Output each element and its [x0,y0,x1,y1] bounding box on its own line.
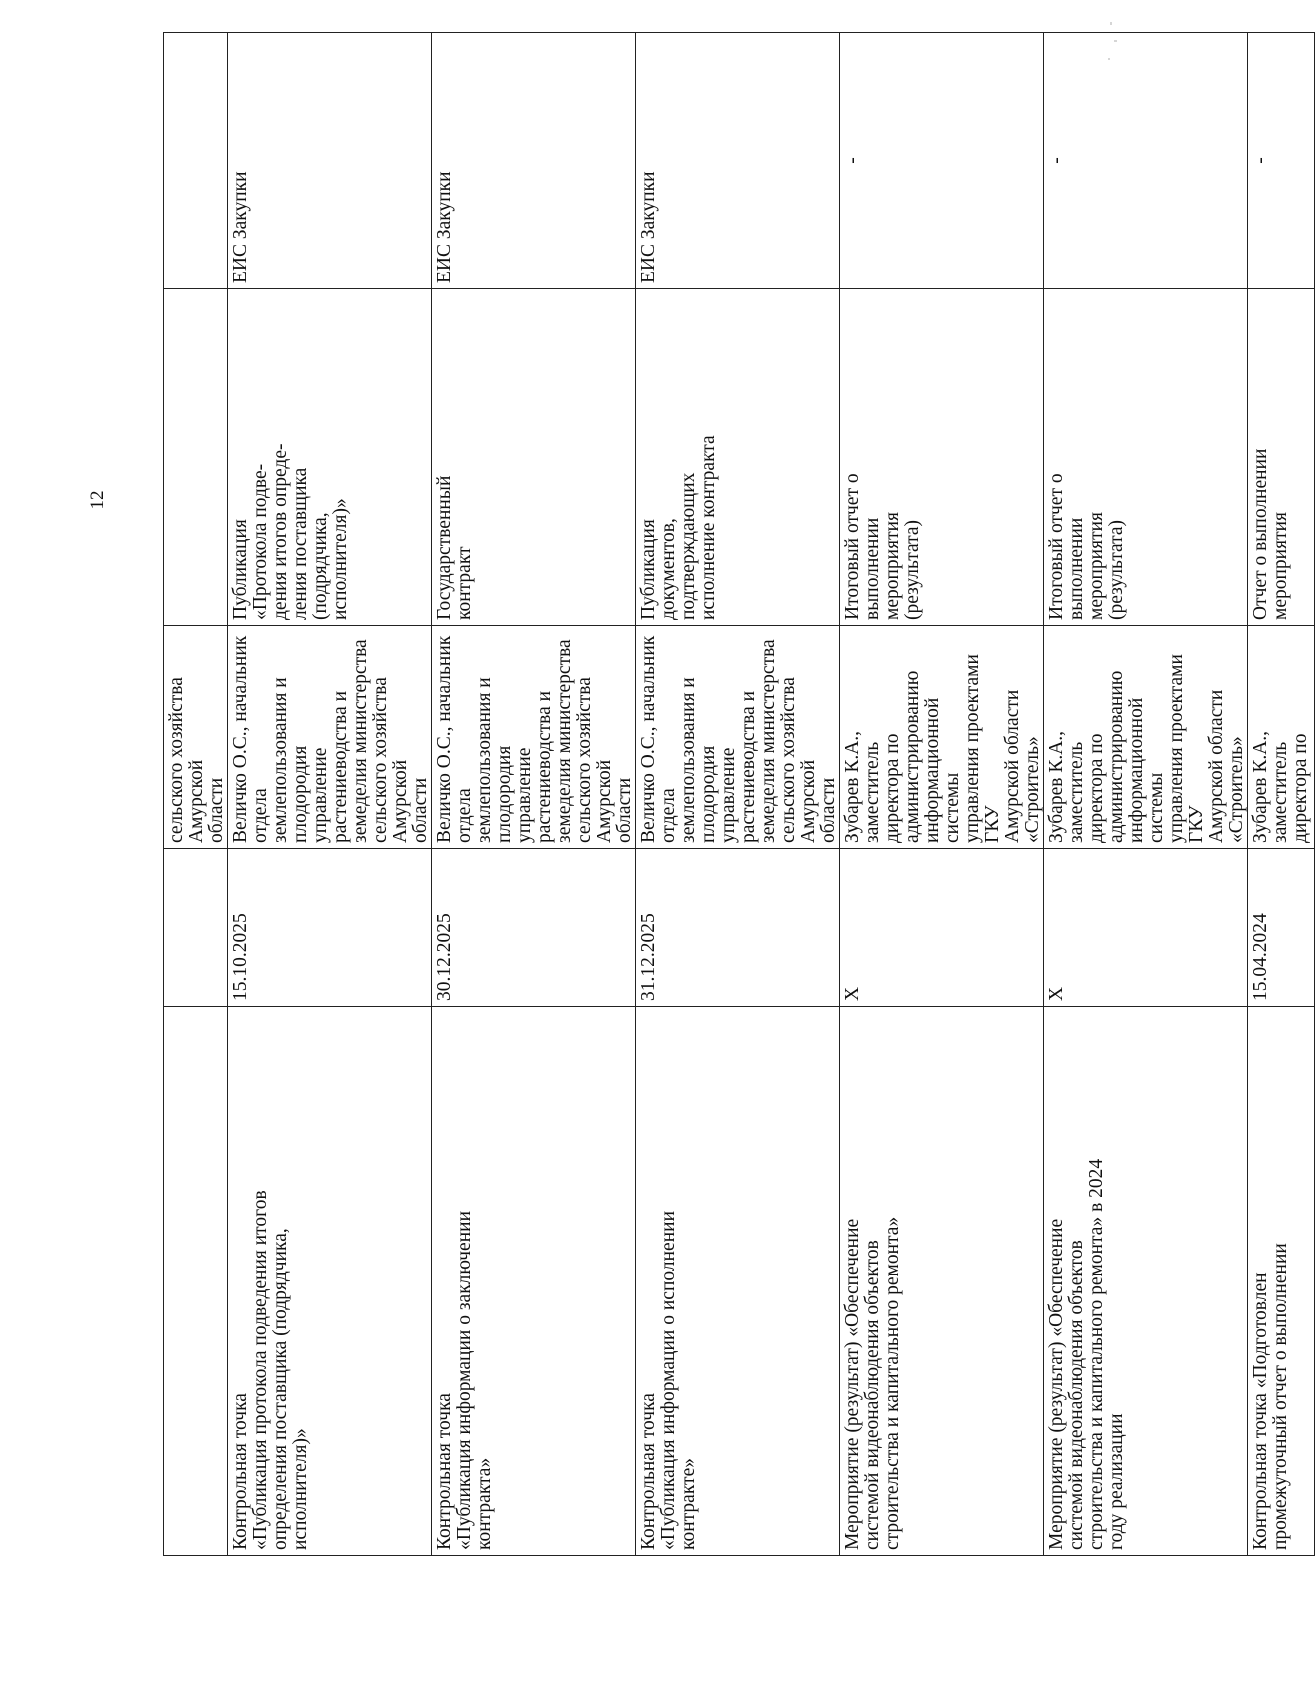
cell-name: Контрольная точка «Подготовлен промежуточный отчет о выполнении [1248,1007,1315,1556]
cell-result: Отчет о выполнении мероприятия [1248,289,1315,626]
cell-result: Публикация документов, подтверждающих исполнение контракта [636,289,840,626]
cell-responsible: Зубарев К.А., заместитель директора по [1248,626,1315,849]
cell-system: ЕИС Закупки [636,33,840,289]
table-row [432,33,636,1556]
table-row [840,33,1044,1556]
cell-name [164,1007,228,1556]
scan-speck [1108,58,1110,60]
schedule-table-frame [163,88,1311,1556]
cell-date: 15.04.2024 [1248,849,1315,1007]
cell-responsible: Зубарев К.А., заместитель директора по администрированию информационной системы управления проектами ГКУ Амурской области «Строитель» [840,626,1044,849]
cell-name: Контрольная точка «Публикация информации о исполнении контракте» [636,1007,840,1556]
cell-name: Мероприятие (результат) «Обеспечение системой видеонаблюдения объектов строительства и капитального ремонта» в 2024 году реализации [1044,1007,1248,1556]
cell-system: - [1044,33,1248,289]
schedule-table [163,32,1315,1556]
cell-system: - [1248,33,1315,289]
cell-responsible: Величко О.С., начальник отдела землепользования и плодородия управление растениеводства и земеделия министерства сельского хозяйства Амурской области [636,626,840,849]
cell-name: Мероприятие (результат) «Обеспечение системой видеонаблюдения объектов строительства и капитального ремонта» [840,1007,1044,1556]
cell-system: ЕИС Закупки [432,33,636,289]
cell-result: Итоговый отчет о выполнении мероприятия (результата) [1044,289,1248,626]
cell-result: Публикация «Протокола подве- дения итогов опреде- ления поставщика (подрядчика, исполнителя)» [228,289,432,626]
cell-name: Контрольная точка «Публикация информации о заключении контракта» [432,1007,636,1556]
cell-system: - [840,33,1044,289]
cell-date: 15.10.2025 [228,849,432,1007]
table-row [1248,33,1315,1556]
cell-date: Х [840,849,1044,1007]
cell-system: ЕИС Закупки [228,33,432,289]
cell-responsible: Величко О.С., начальник отдела землепользования и плодородия управление растениеводства и земеделия министерства сельского хозяйства Амурской области [228,626,432,849]
cell-responsible: сельского хозяйства Амурской области [164,626,228,849]
cell-date: Х [1044,849,1248,1007]
cell-system [164,33,228,289]
cell-result [164,289,228,626]
cell-date: 31.12.2025 [636,849,840,1007]
table-row [636,33,840,1556]
table-row [228,33,432,1556]
cell-result: Государственный контракт [432,289,636,626]
scan-speck [1110,22,1112,25]
cell-date [164,849,228,1007]
page-number: 12 [87,490,108,510]
table-row [1044,33,1248,1556]
cell-responsible: Величко О.С., начальник отдела землепользования и плодородия управление растениеводства и земеделия министерства сельского хозяйства Амурской области [432,626,636,849]
cell-date: 30.12.2025 [432,849,636,1007]
scan-speck [1114,40,1117,42]
cell-result: Итоговый отчет о выполнении мероприятия (результата) [840,289,1044,626]
cell-responsible: Зубарев К.А., заместитель директора по администрированию информационной системы управления проектами ГКУ Амурской области «Строитель» [1044,626,1248,849]
cell-name: Контрольная точка «Публикация протокола подведения итогов определения поставщика (подрядчика, исполнителя)» [228,1007,432,1556]
table-row [164,33,228,1556]
